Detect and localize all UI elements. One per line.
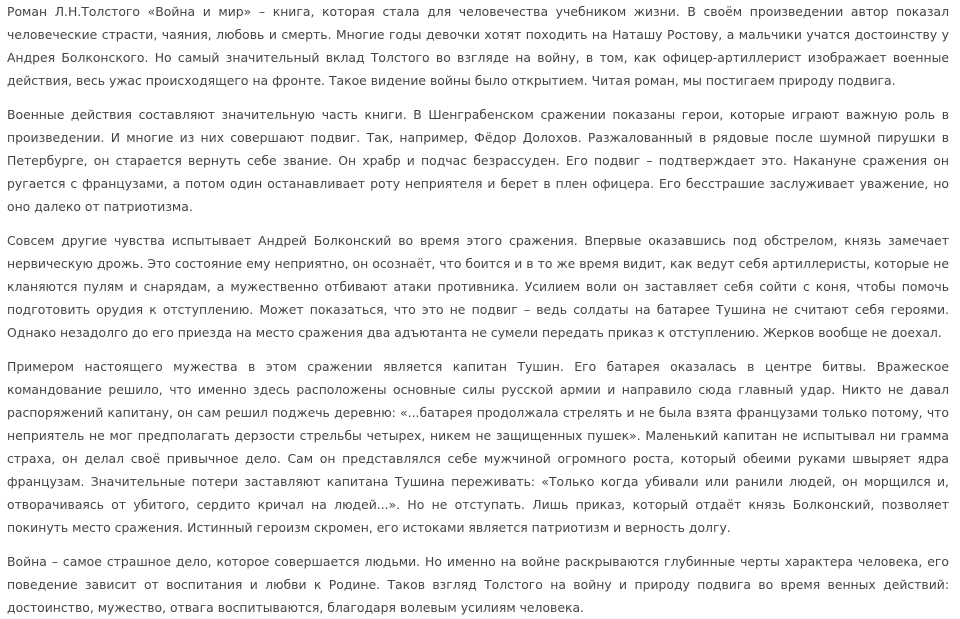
paragraph-bolkonsky: Совсем другие чувства испытывает Андрей Болконский во время этого сражения. Впервые оказавшись под обстрелом, князь замечает нервическую дрожь. Это состояние ему неприятно, он осознаёт, что боится и в то же время видит, как ведут себя артиллеристы, которые не кланяются пулям и снарядам, а мужественно отбивают атаки противника. Усилием воли он заставляет себя сойти с коня, чтобы помочь подготовить орудия к отступлению. Может показаться, что это не подвиг – ведь солдаты на батарее Тушина не считают себя героями. Однако незадолго до его приезда на место сражения два адъютанта не сумели передать приказ к отступлению. Жерков вообще не доехал. — [7, 233, 949, 340]
paragraph-intro: Роман Л.Н.Толстого «Война и мир» – книга, которая стала для человечества учебником жизни. В своём произведении автор показал человеческие страсти, чаяния, любовь и смерть. Многие годы девочки хотят походить на Наташу Ростову, а мальчики учатся достоинству у Андрея Болконского. Но самый значительный вклад Толстого во взгляде на войну, в том, как офицер-артиллерист изображает военные действия, весь ужас происходящего на фронте. Такое видение войны было открытием. Читая роман, мы постигаем природу подвига. — [7, 4, 949, 88]
paragraph-dolokhov: Военные действия составляют значительную часть книги. В Шенграбенском сражении показаны герои, которые играют важную роль в произведении. И многие из них совершают подвиг. Так, например, Фёдор Долохов. Разжалованный в рядовые после шумной пирушки в Петербурге, он старается вернуть себе звание. Он храбр и подчас безрассуден. Его подвиг – подтверждает это. Накануне сражения он ругается с французами, а потом один останавливает роту неприятеля и берет в плен офицера. Его бесстрашие заслуживает уважение, но оно далеко от патриотизма. — [7, 107, 949, 214]
paragraph-conclusion: Война – самое страшное дело, которое совершается людьми. Но именно на войне раскрываются глубинные черты характера человека, его поведение зависит от воспитания и любви к Родине. Таков взгляд Толстого на войну и природу подвига во время венных действий: достоинство, мужество, отвага воспитываются, благодаря волевым усилиям человека. — [7, 554, 949, 615]
paragraph-tushin: Примером настоящего мужества в этом сражении является капитан Тушин. Его батарея оказалась в центре битвы. Вражеское командование решило, что именно здесь расположены основные силы русской армии и направило сюда главный удар. Никто не давал распоряжений капитану, он сам решил поджечь деревню: «...батарея продолжала стрелять и не была взята французами только потому, что неприятель не мог предполагать дерзости стрельбы четырех, никем не защищенных пушек». Маленький капитан не испытывал ни грамма страха, он делал своё привычное дело. Сам он представлялся себе мужчиной огромного роста, который обеими руками швыряет ядра французам. Значительные потери заставляют капитана Тушина переживать: «Только когда убивали или ранили людей, он морщился и, отворачиваясь от убитого, сердито кричал на людей...». Но не отступать. Лишь приказ, который отдаёт князь Болконский, позволяет покинуть место сражения. Истинный героизм скромен, его истоками является патриотизм и верность долгу. — [7, 359, 949, 535]
